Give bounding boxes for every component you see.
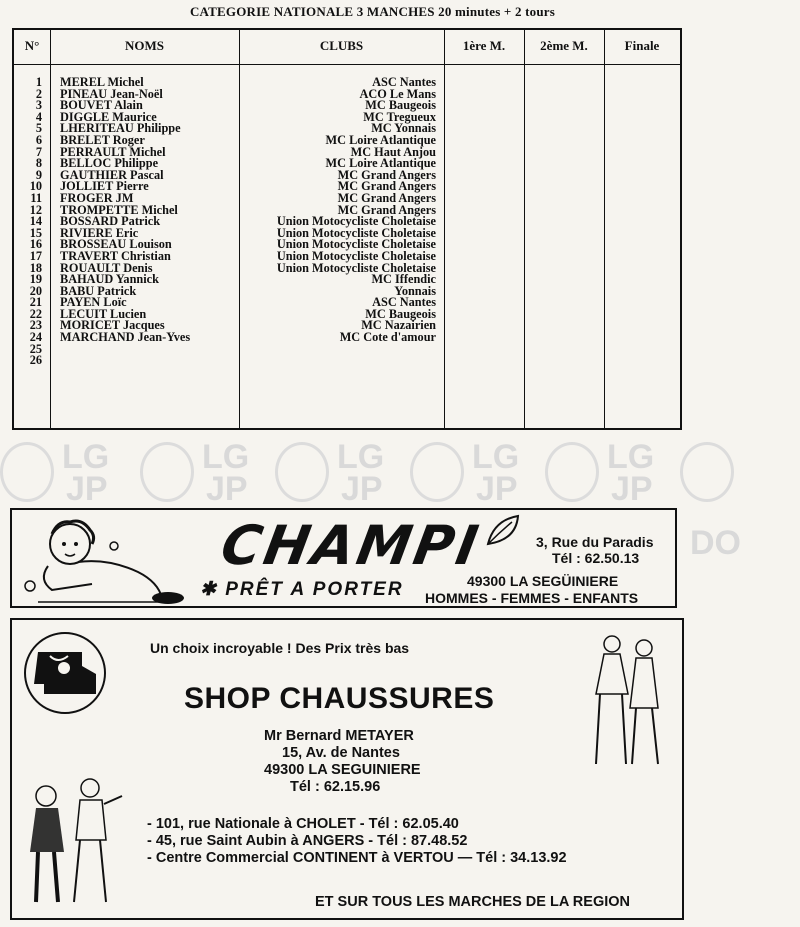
rider-number: 18 [29, 260, 42, 275]
page-title: CATEGORIE NATIONALE 3 MANCHES 20 minutes + 2 tours [189, 4, 556, 19]
shop-ad [10, 618, 684, 920]
header-divider [14, 64, 680, 65]
rider-name: MEREL Michel [60, 75, 144, 89]
rider-number: 11 [30, 190, 42, 205]
rider-club: MC Yonnais [371, 121, 436, 136]
rider-club: MC Loire Atlantique [325, 156, 436, 171]
rider-club: Union Motocycliste Choletaise [276, 237, 436, 252]
rider-number: 12 [29, 202, 42, 217]
rider-name: BRELET Roger [60, 132, 145, 147]
rider-club: ASC Nantes [372, 75, 436, 89]
champi-street: 3, Rue du Paradis [536, 534, 654, 550]
rider-number: 8 [35, 156, 42, 171]
header-noms: NOMS [125, 38, 164, 53]
rider-name: BROSSEAU Louison [60, 237, 172, 252]
rider-number: 17 [29, 248, 42, 263]
fashion-pair-icon [20, 770, 130, 910]
rider-number: 25 [29, 341, 42, 356]
shop-branch-cholet: - 101, rue Nationale à CHOLET - Tél : 62.05.40 [147, 816, 459, 832]
rider-club: MC Grand Angers [337, 179, 436, 194]
rider-number: 14 [29, 214, 42, 229]
rider-number: 9 [35, 167, 42, 182]
watermark-logo: LG JP [410, 438, 520, 508]
rider-number: 5 [35, 121, 42, 136]
results-table [12, 28, 682, 430]
rider-club: MC Baugeois [365, 98, 436, 113]
champi-lines: HOMMES - FEMMES - ENFANTS [425, 590, 639, 606]
rider-club: MC Grand Angers [337, 202, 436, 217]
leaf-icon [482, 510, 526, 550]
rider-club: Union Motocycliste Choletaise [276, 214, 436, 229]
rider-name: TROMPETTE Michel [60, 202, 178, 217]
table-row [14, 134, 680, 146]
table-row [14, 215, 680, 227]
watermark-logo: LG JP [545, 438, 655, 508]
rider-club: MC Cote d'amour [339, 330, 436, 345]
shop-city: 49300 LA SEGUINIERE [264, 762, 421, 778]
table-row [14, 331, 680, 343]
rider-name: LHERITEAU Philippe [60, 121, 181, 136]
rider-club: MC Baugeois [365, 306, 436, 321]
champi-logo: CHAMPI [216, 514, 486, 577]
table-row [14, 76, 680, 88]
rider-name: TRAVERT Christian [60, 248, 171, 263]
table-row [14, 273, 680, 285]
rider-club: MC Grand Angers [337, 167, 436, 182]
rider-club: MC Iffendic [371, 272, 436, 287]
table-row [14, 192, 680, 204]
shop-tel: Tél : 62.15.96 [290, 779, 381, 795]
rider-club: ASC Nantes [372, 295, 436, 310]
header-clubs: CLUBS [319, 38, 364, 53]
rider-club: Union Motocycliste Choletaise [276, 225, 436, 240]
rider-name: JOLLIET Pierre [60, 179, 149, 194]
rider-club: MC Loire Atlantique [325, 132, 436, 147]
rider-number: 19 [29, 272, 42, 287]
rider-name: GAUTHIER Pascal [60, 167, 164, 182]
rider-name: LECUIT Lucien [60, 306, 147, 321]
shop-slogan: Un choix incroyable ! Des Prix très bas [150, 640, 410, 656]
champi-city: 49300 LA SEGÜINIERE [467, 573, 619, 589]
rider-club: Yonnais [394, 283, 436, 298]
watermark-logo: LG JP [140, 438, 250, 508]
shop-branch-vertou: - Centre Commercial CONTINENT à VERTOU — Tél : 34.13.92 [147, 850, 567, 866]
rider-number: 3 [35, 98, 42, 113]
shop-street: 15, Av. de Nantes [282, 745, 400, 761]
rider-club: ACO Le Mans [359, 86, 436, 101]
results-rows [14, 76, 680, 366]
watermark-logo: LG JP [275, 438, 385, 508]
rider-number: 22 [29, 306, 42, 321]
rider-number: 6 [35, 132, 42, 147]
rider-club: Union Motocycliste Choletaise [276, 248, 436, 263]
rider-number: 10 [29, 179, 42, 194]
rider-name: BOSSARD Patrick [60, 214, 161, 229]
rider-number: 15 [29, 225, 42, 240]
rider-name: DIGGLE Maurice [60, 109, 157, 124]
rider-name: MARCHAND Jean-Yves [60, 330, 191, 345]
rider-name: ROUAULT Denis [60, 260, 153, 275]
rider-club: MC Tregueux [363, 109, 436, 124]
rider-name: FROGER JM [60, 190, 134, 205]
rider-club: MC Grand Angers [337, 190, 436, 205]
header-manche-1: 1ère M. [462, 38, 506, 53]
rider-name: PINEAU Jean-Noël [60, 86, 163, 101]
champi-tel: Tél : 62.50.13 [552, 550, 640, 566]
shop-owner: Mr Bernard METAYER [264, 728, 414, 744]
rider-name: PAYEN Loïc [60, 295, 127, 310]
watermark-logo: LG JP [0, 438, 110, 508]
table-row [14, 250, 680, 262]
rider-name: BAHAUD Yannick [60, 272, 159, 287]
rider-number: 23 [29, 318, 42, 333]
table-row [14, 354, 680, 366]
header-manche-2: 2ème M. [540, 38, 588, 53]
watermark-logo [680, 438, 745, 508]
rider-number: 4 [35, 109, 42, 124]
champi-tagline: ✱ PRÊT A PORTER [200, 579, 404, 600]
rider-number: 1 [35, 75, 42, 89]
shop-title: SHOP CHAUSSURES [184, 682, 495, 715]
girl-illustration-icon [18, 516, 188, 606]
header-num: N° [24, 38, 40, 53]
rider-name: PERRAULT Michel [60, 144, 166, 159]
table-row [14, 343, 680, 355]
rider-club: MC Haut Anjou [350, 144, 436, 159]
shop-branch-angers: - 45, rue Saint Aubin à ANGERS - Tél : 87.48.52 [147, 833, 468, 849]
rider-name: BABU Patrick [60, 283, 137, 298]
rider-name: BOUVET Alain [60, 98, 143, 113]
rider-number: 2 [35, 86, 42, 101]
rider-number: 7 [35, 144, 42, 159]
rider-number: 24 [29, 330, 42, 345]
rider-number: 20 [29, 283, 42, 298]
table-row [14, 157, 680, 169]
rider-number: 26 [29, 353, 42, 368]
rider-number: 16 [29, 237, 42, 252]
watermark-letters: DO [690, 524, 741, 562]
rider-name: RIVIERE Eric [60, 225, 139, 240]
header-finale: Finale [624, 38, 660, 53]
shoe-logo-icon [20, 630, 110, 716]
rider-number: 21 [29, 295, 42, 310]
shop-footer: ET SUR TOUS LES MARCHES DE LA REGION [315, 894, 630, 910]
rider-club: Union Motocycliste Choletaise [276, 260, 436, 275]
rider-name: BELLOC Philippe [60, 156, 159, 171]
champi-ad [10, 508, 677, 608]
rider-club: MC Nazairien [361, 318, 436, 333]
rider-name: MORICET Jacques [60, 318, 165, 333]
fashion-couple-icon [582, 630, 672, 770]
